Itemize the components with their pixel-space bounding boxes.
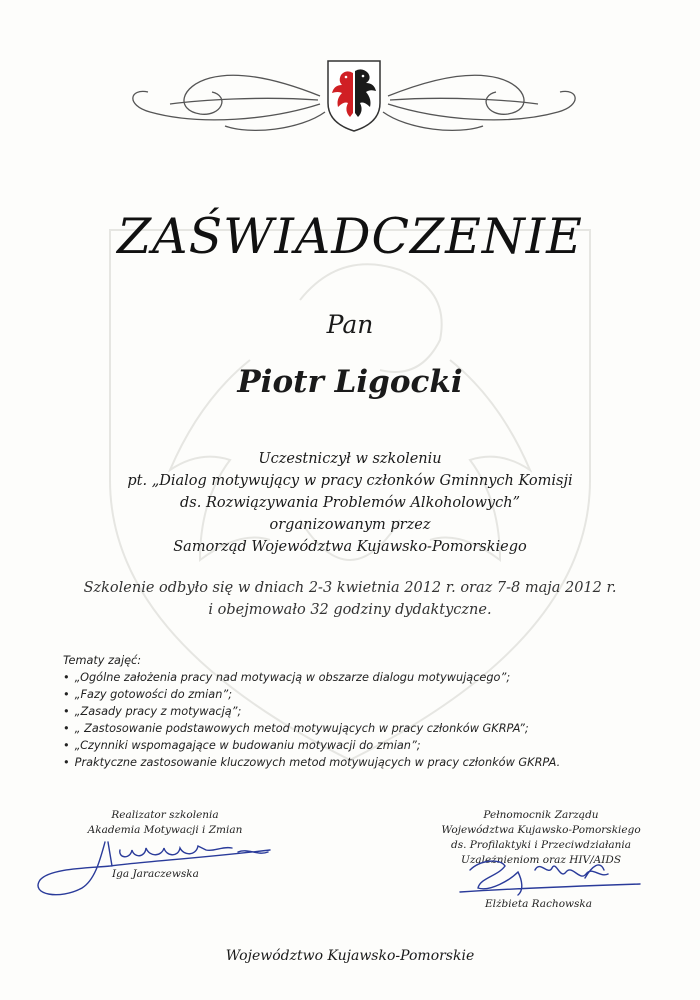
footer-issuer: Województwo Kujawsko-Pomorskie xyxy=(225,948,475,964)
signature-org: Uzależnieniom oraz HIV/AIDS xyxy=(460,854,622,866)
signature-role: Pełnomocnik Zarządu xyxy=(483,809,599,821)
signatory-name-left: Iga Jaraczewska xyxy=(112,868,199,880)
signature-org: ds. Profilaktyki i Przeciwdziałania xyxy=(450,839,632,851)
signature-org: Województwa Kujawsko-Pomorskiego xyxy=(441,824,641,836)
topics-header: Tematy zajęć: xyxy=(63,654,142,667)
body-line: Samorząd Województwa Kujawsko-Pomorskiego xyxy=(173,539,527,555)
recipient-name: Piotr Ligocki xyxy=(237,364,463,400)
topic-item: • „Ogólne założenia pracy nad motywacją w obszarze dialogu motywującego”; xyxy=(63,669,663,686)
body-line: organizowanym przez xyxy=(269,517,431,533)
signatory-name-right: Elżbieta Rachowska xyxy=(485,898,593,910)
body-line: ds. Rozwiązywania Problemów Alkoholowych” xyxy=(180,495,520,511)
body-line: pt. „Dialog motywujący w pracy członków Gminnych Komisji xyxy=(127,473,573,489)
topics-list xyxy=(63,652,663,771)
topic-item: • „Fazy gotowości do zmian”; xyxy=(63,686,663,703)
signature-block-right xyxy=(426,808,656,868)
signature-block-left xyxy=(60,808,270,838)
dates-line: Szkolenie odbyło się w dniach 2-3 kwietnia 2012 r. oraz 7-8 maja 2012 r. xyxy=(83,580,617,596)
topic-item: • „Zasady pracy z motywacją”; xyxy=(63,703,663,720)
topic-item: • „Czynniki wspomagające w budowaniu motywacji do zmian”; xyxy=(63,737,663,754)
topic-item: • Praktyczne zastosowanie kluczowych metod motywujących w pracy członków GKRPA. xyxy=(63,754,663,771)
training-dates xyxy=(0,577,700,621)
certificate-title: ZAŚWIADCZENIE xyxy=(117,208,583,265)
signature-org: Akademia Motywacji i Zmian xyxy=(87,824,243,836)
body-line: Uczestniczył w szkoleniu xyxy=(258,451,442,467)
dates-line: i obejmowało 32 godziny dydaktyczne. xyxy=(208,602,492,618)
training-description xyxy=(0,448,700,558)
kujawsko-pomorskie-coat-of-arms-icon xyxy=(326,59,382,133)
salutation: Pan xyxy=(326,310,374,339)
signature-role: Realizator szkolenia xyxy=(111,809,219,821)
topic-item: • „ Zastosowanie podstawowych metod motywujących w pracy członków GKRPA”; xyxy=(63,720,663,737)
